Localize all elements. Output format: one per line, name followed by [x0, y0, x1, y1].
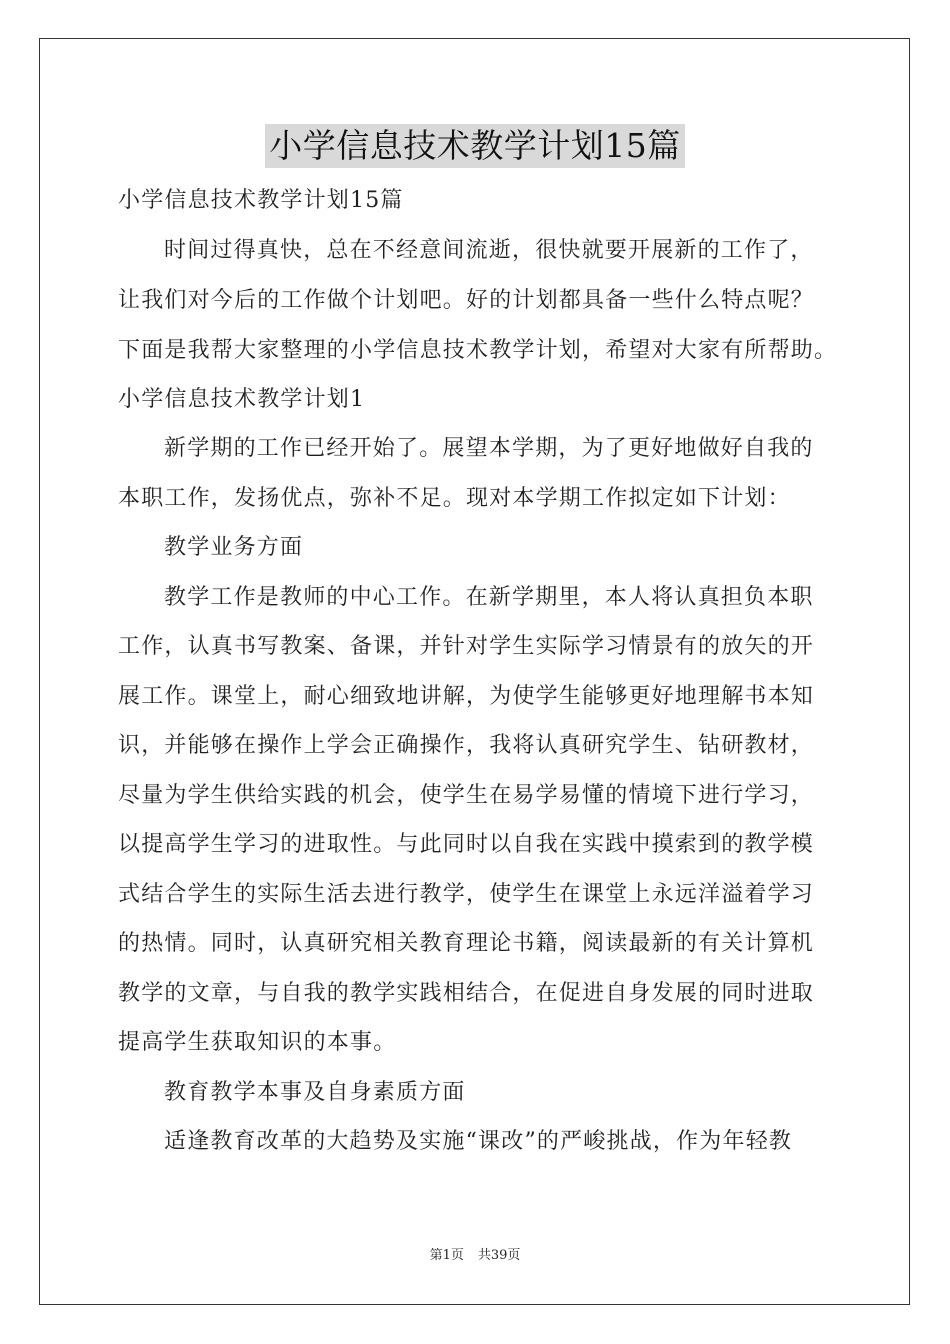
- page-number: 第1页: [429, 1248, 464, 1263]
- paragraph-line: 提高学生获取知识的本事。: [118, 1030, 397, 1055]
- subsection-heading: 教学业务方面: [164, 535, 304, 560]
- paragraph-line: 尽量为学生供给实践的机会，使学生在易学易懂的情境下进行学习，: [118, 783, 815, 808]
- page-border: [39, 38, 910, 1305]
- title-container: [0, 124, 950, 168]
- paragraph-line: 下面是我帮大家整理的小学信息技术教学计划，希望对大家有所帮助。: [118, 338, 838, 363]
- paragraph-line: 教学的文章，与自我的教学实践相结合，在促进自身发展的同时进取: [118, 981, 815, 1006]
- paragraph-line: 展工作。课堂上，耐心细致地讲解，为使学生能够更好地理解书本知: [118, 684, 815, 709]
- paragraph-line: 时间过得真快，总在不经意间流逝，很快就要开展新的工作了，: [164, 238, 814, 263]
- paragraph-line: 教学工作是教师的中心工作。在新学期里，本人将认真担负本职: [164, 585, 814, 610]
- paragraph-line: 适逢教育改革的大趋势及实施“课改”的严峻挑战，作为年轻教: [164, 1129, 793, 1154]
- paragraph-line: 让我们对今后的工作做个计划吧。好的计划都具备一些什么特点呢？: [118, 288, 815, 313]
- paragraph-line: 以提高学生学习的进取性。与此同时以自我在实践中摸索到的教学模: [118, 832, 815, 857]
- paragraph-line: 新学期的工作已经开始了。展望本学期，为了更好地做好自我的: [164, 436, 814, 461]
- document-title: 小学信息技术教学计划15篇: [265, 124, 685, 168]
- paragraph-line: 识，并能够在操作上学会正确操作，我将认真研究学生、钻研教材，: [118, 733, 815, 758]
- paragraph-line: 式结合学生的实际生活去进行教学，使学生在课堂上永远洋溢着学习: [118, 882, 815, 907]
- page-total: 共39页: [477, 1248, 521, 1263]
- subtitle-line: 小学信息技术教学计划15篇: [118, 188, 404, 213]
- paragraph-line: 本职工作，发扬优点，弥补不足。现对本学期工作拟定如下计划：: [118, 486, 791, 511]
- page-footer: [0, 1247, 950, 1265]
- subsection-heading: 教育教学本事及自身素质方面: [164, 1080, 466, 1105]
- paragraph-line: 的热情。同时，认真研究相关教育理论书籍，阅读最新的有关计算机: [118, 931, 815, 956]
- section-heading: 小学信息技术教学计划1: [118, 387, 366, 412]
- paragraph-line: 工作，认真书写教案、备课，并针对学生实际学习情景有的放矢的开: [118, 634, 815, 659]
